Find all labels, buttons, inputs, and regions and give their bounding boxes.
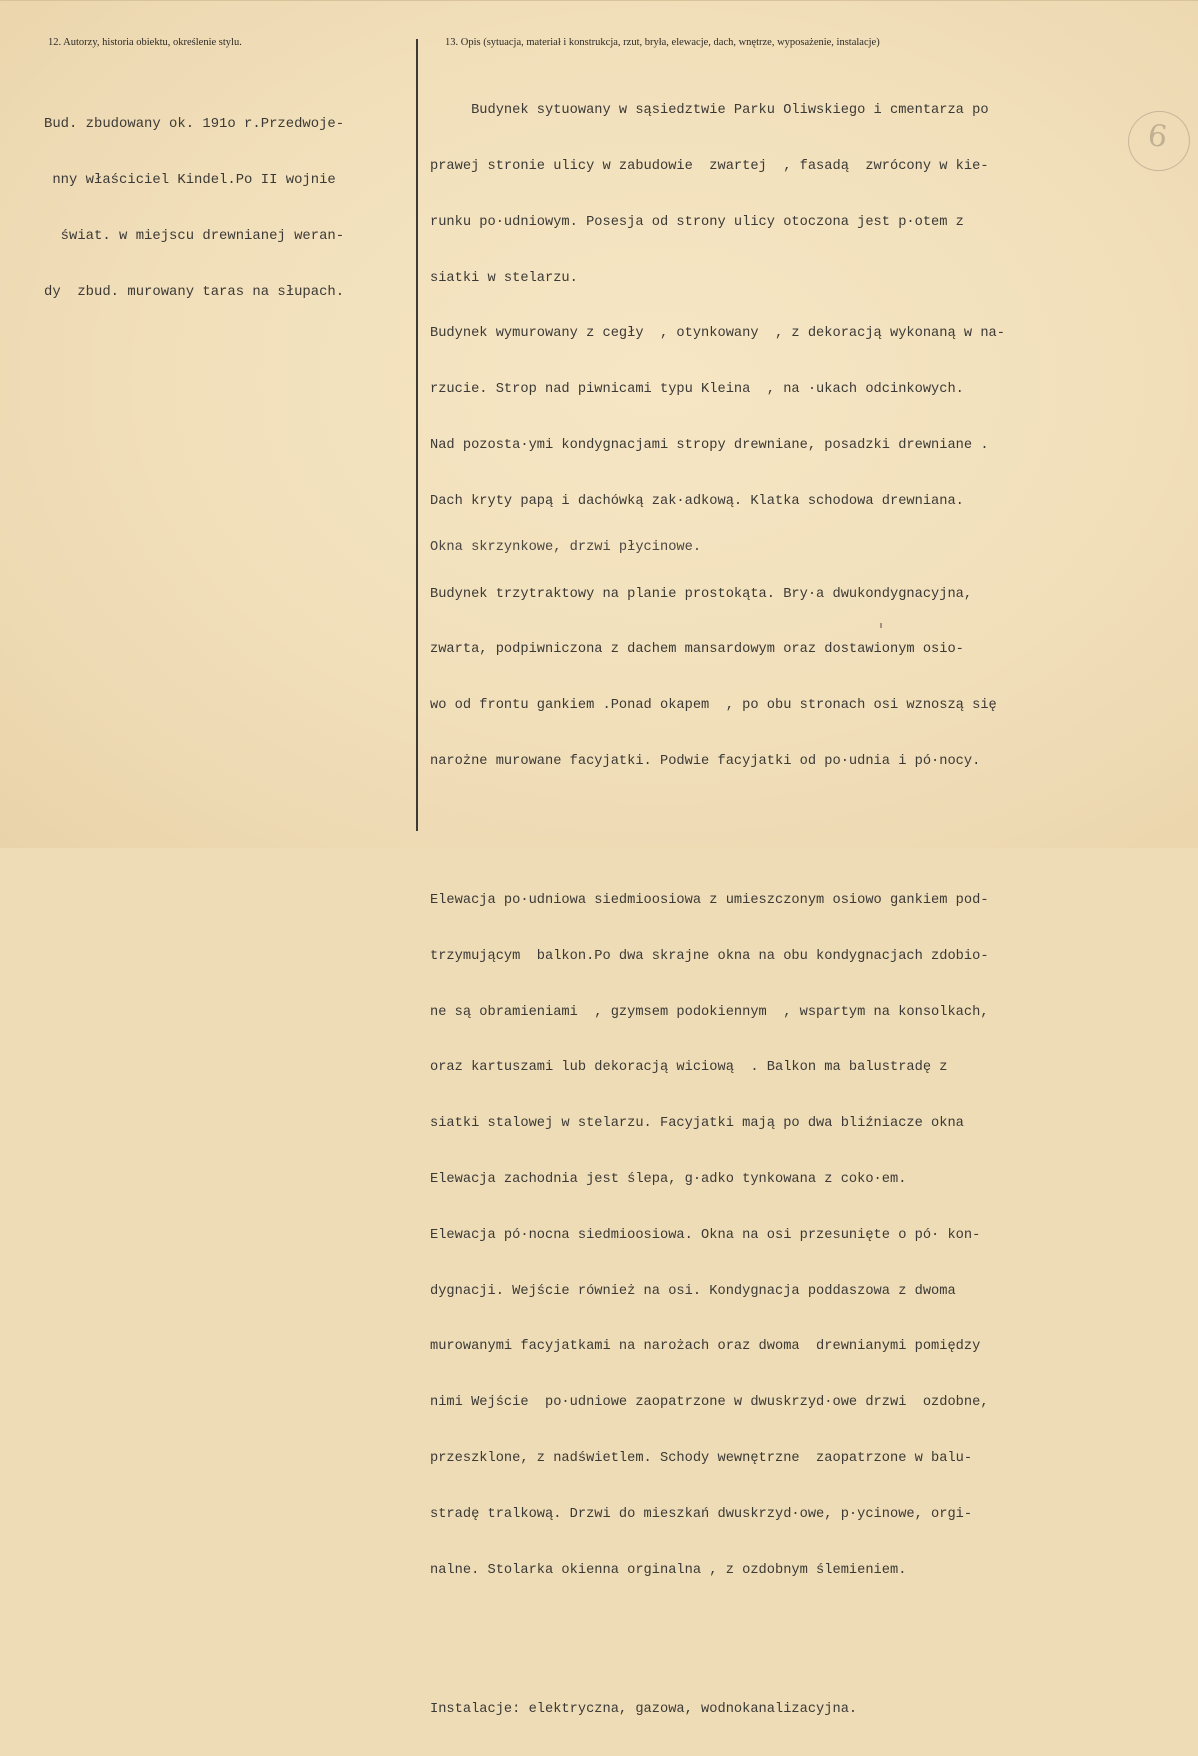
section-13-line: dygnacji. Wejście również na osi. Kondygnacja poddaszowa z dwoma — [430, 1283, 956, 1299]
section-13-line: rzucie. Strop nad piwnicami typu Kleina , na ·ukach odcinkowych. — [430, 382, 964, 398]
section-13-line: Budynek sytuowany w sąsiedztwie Parku Oliwskiego i cmentarza po — [430, 103, 989, 119]
section-13-line: trzymującym balkon.Po dwa skrajne okna na obu kondygnacjach zdobio- — [430, 948, 989, 964]
paragraph-gap — [430, 1636, 1170, 1645]
section-12-header: 12. Autorzy, historia obiektu, określenie stylu. — [48, 37, 242, 48]
section-13-line: Dach kryty papą i dachówką zak·adkową. Klatka schodowa drewniana. — [430, 493, 964, 509]
paper-speck — [880, 623, 882, 628]
section-13-line: wo od frontu gankiem .Ponad okapem , po obu stronach osi wznoszą się — [430, 698, 997, 714]
column-divider — [416, 39, 418, 831]
section-13-line: nimi Wejście po·udniowe zaopatrzone w dwuskrzyd·owe drzwi ozdobne, — [430, 1395, 989, 1411]
section-12-line: dy zbud. murowany taras na słupach. — [44, 283, 345, 300]
section-13-line: Instalacje: elektryczna, gazowa, wodnokanalizacyjna. — [430, 1701, 858, 1717]
section-13-line: Budynek wymurowany z cegły , otynkowany , z dekoracją wykonaną w na- — [430, 326, 1005, 342]
section-12-line: nny właściciel Kindel.Po II wojnie — [44, 171, 336, 188]
section-13-line: siatki stalowej w stelarzu. Facyjatki mają po dwa bliźniacze okna — [430, 1116, 964, 1132]
section-13-line: narożne murowane facyjatki. Podwie facyjatki od po·udnia i pó·nocy. — [430, 753, 981, 769]
section-12-line: Bud. zbudowany ok. 191o r.Przedwoje- — [44, 116, 345, 133]
section-13-line: Nad pozosta·ymi kondygnacjami stropy drewniane, posadzki drewniane . — [430, 437, 989, 453]
section-13-header: 13. Opis (sytuacja, materiał i konstrukcja, rzut, bryła, elewacje, dach, wnętrze, wyposażenie, instalacje) — [445, 37, 880, 48]
section-13-line: murowanymi facyjatkami na narożach oraz dwoma drewnianymi pomiędzy — [430, 1339, 981, 1355]
margin-number: 6 — [1145, 117, 1170, 156]
section-12-line: świat. w miejscu drewnianej weran- — [44, 227, 345, 244]
section-13-line: siatki w stelarzu. — [430, 270, 578, 286]
section-13-line: prawej stronie ulicy w zabudowie zwartej , fasadą zwrócony w kie- — [430, 158, 989, 174]
section-13-line: nalne. Stolarka okienna orginalna , z ozdobnym ślemieniem. — [430, 1562, 907, 1578]
overtyped-text: Okna skrzynkowe, drzwi płycinowe. — [430, 540, 702, 556]
section-13-line: stradę tralkową. Drzwi do mieszkań dwuskrzyd·owe, p·ycinowe, orgi- — [430, 1506, 973, 1522]
section-13-line: ne są obramieniami , gzymsem podokiennym , wspartym na konsolkach, — [430, 1004, 989, 1020]
section-13-line: Budynek trzytraktowy na planie prostokąta. Bry·a dwukondygnacyjna, — [430, 586, 973, 602]
section-13-line: runku po·udniowym. Posesja od strony ulicy otoczona jest p·otem z — [430, 214, 964, 230]
section-13-line: Elewacja po·udniowa siedmioosiowa z umieszczonym osiowo gankiem pod- — [430, 893, 989, 909]
section-13-line: zwarta, podpiwniczona z dachem mansardowym oraz dostawionym osio- — [430, 642, 964, 658]
paragraph-gap — [430, 827, 1170, 836]
section-13-line: oraz kartuszami lub dekoracją wiciową . Balkon ma balustradę z — [430, 1060, 948, 1076]
section-12-body — [44, 78, 344, 338]
section-13-line: przeszklone, z nadświetlem. Schody wewnętrzne zaopatrzone w balu- — [430, 1450, 973, 1466]
section-13-line: Elewacja pó·nocna siedmioosiowa. Okna na osi przesunięte o pó· kon- — [430, 1227, 981, 1243]
section-13-body — [430, 65, 1170, 1756]
section-13-line: Elewacja zachodnia jest ślepa, g·adko tynkowana z coko·em. — [430, 1172, 907, 1188]
